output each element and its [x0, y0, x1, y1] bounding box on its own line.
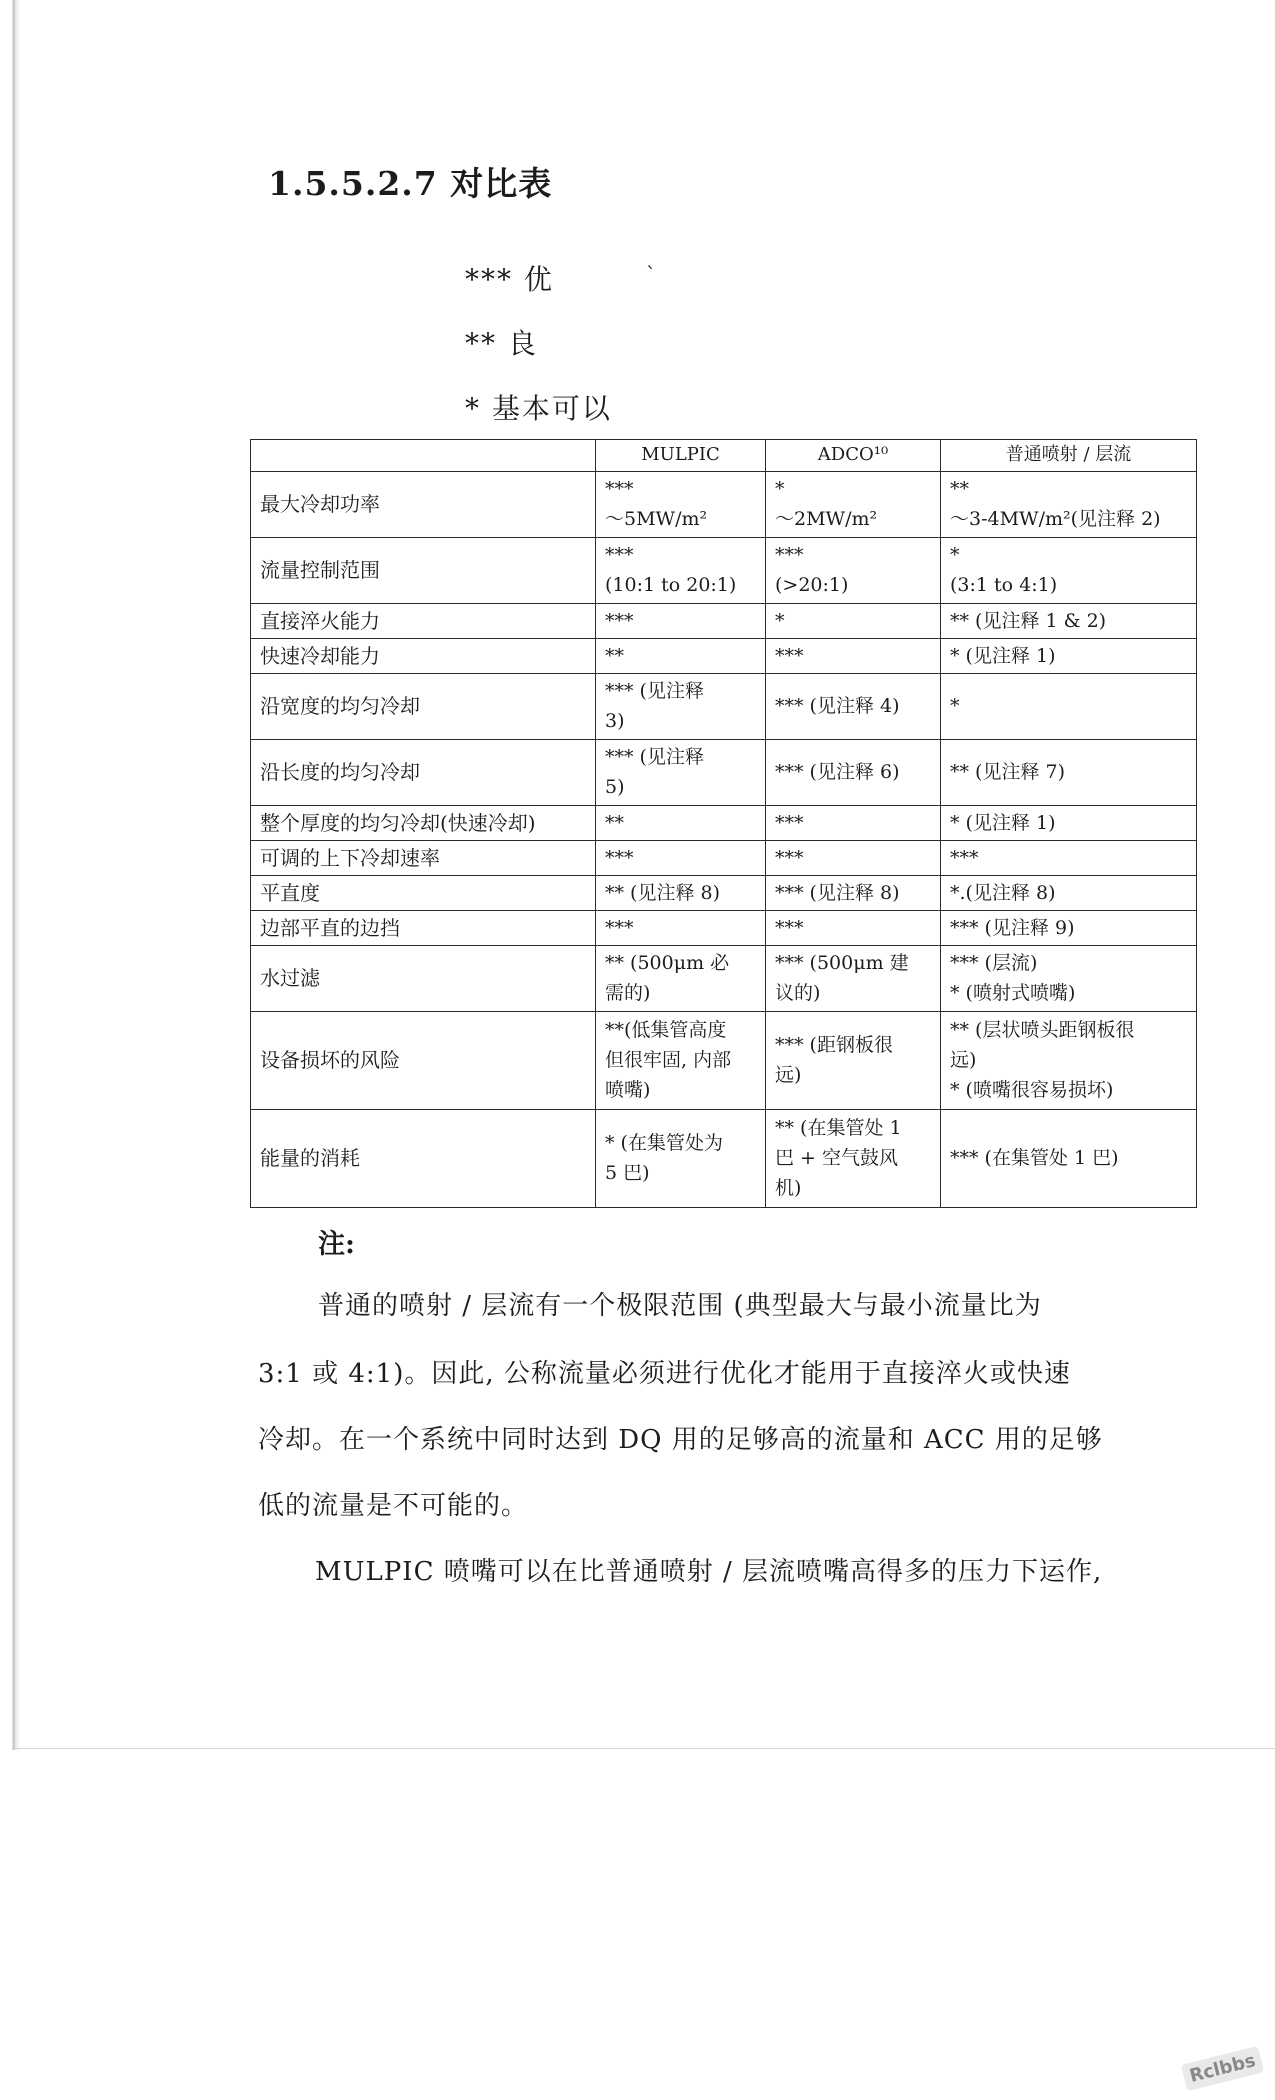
table-cell	[766, 1011, 941, 1109]
row-label: 水过滤	[251, 945, 596, 1011]
cell-line: * (在集管处为	[605, 1131, 723, 1154]
row-label: 沿宽度的均匀冷却	[251, 673, 596, 739]
cell-line: *** (500μm 建	[775, 951, 909, 974]
table-cell	[766, 603, 941, 638]
cell-line: 5)	[605, 776, 625, 799]
table-cell	[766, 739, 941, 805]
table-row	[251, 537, 1197, 603]
table-cell	[941, 739, 1197, 805]
cell-line: ***	[775, 644, 804, 667]
cell-line: *** (距钢板很	[775, 1033, 893, 1056]
table-row	[251, 840, 1197, 875]
table-row	[251, 673, 1197, 739]
table-cell	[766, 805, 941, 840]
cell-line: 喷嘴)	[605, 1079, 651, 1102]
table-cell	[941, 471, 1197, 537]
cell-line: ** (层状喷头距钢板很	[950, 1018, 1135, 1041]
cell-line: ** (在集管处 1	[775, 1116, 902, 1139]
row-label: 可调的上下冷却速率	[251, 840, 596, 875]
row-label: 平直度	[251, 875, 596, 910]
table-cell	[766, 910, 941, 945]
table-row	[251, 638, 1197, 673]
table-cell	[766, 471, 941, 537]
header-adco: ADCO¹⁰	[766, 440, 941, 472]
cell-line: (>20:1)	[775, 574, 849, 597]
table-row	[251, 875, 1197, 910]
table-cell	[596, 805, 766, 840]
cell-line: ～5MW/m²	[605, 508, 708, 531]
cell-line: ～3-4MW/m²(见注释 2)	[950, 508, 1161, 531]
cell-line: *** (见注释 9)	[950, 916, 1075, 939]
cell-line: *** (见注释 6)	[775, 761, 900, 784]
row-label: 设备损坏的风险	[251, 1011, 596, 1109]
table-row	[251, 945, 1197, 1011]
section-title: 1.5.5.2.7 对比表	[268, 164, 553, 203]
cell-line: ** (见注释 7)	[950, 761, 1065, 784]
table-cell	[766, 945, 941, 1011]
table-cell	[596, 603, 766, 638]
cell-line: *	[950, 543, 960, 566]
cell-line: ***	[605, 916, 634, 939]
table-cell	[941, 945, 1197, 1011]
cell-line: 巴 + 空气鼓风	[775, 1147, 898, 1170]
table-cell	[941, 603, 1197, 638]
cell-line: *	[775, 609, 785, 632]
cell-line: ***	[775, 846, 804, 869]
cell-line: **	[605, 644, 624, 667]
table-cell	[596, 673, 766, 739]
scan-page-edge	[14, 1748, 1275, 1749]
row-label: 流量控制范围	[251, 537, 596, 603]
cell-line: ***	[605, 543, 634, 566]
cell-line: *	[950, 695, 960, 718]
cell-line: 但很牢固, 内部	[605, 1049, 732, 1072]
row-label: 沿长度的均匀冷却	[251, 739, 596, 805]
cell-line: ***	[775, 543, 804, 566]
table-cell	[941, 638, 1197, 673]
table-cell	[766, 638, 941, 673]
table-cell	[596, 945, 766, 1011]
cell-line: ***	[605, 846, 634, 869]
header-conventional: 普通喷射 / 层流	[941, 440, 1197, 472]
row-label: 整个厚度的均匀冷却(快速冷却)	[251, 805, 596, 840]
cell-line: *** (见注释 8)	[775, 881, 900, 904]
row-label: 直接淬火能力	[251, 603, 596, 638]
table-cell	[596, 875, 766, 910]
note-heading: 注:	[318, 1229, 355, 1260]
table-row	[251, 471, 1197, 537]
cell-line: (3:1 to 4:1)	[950, 574, 1058, 597]
table-cell	[766, 673, 941, 739]
cell-line: * (喷射式喷嘴)	[950, 982, 1076, 1005]
header-mulpic: MULPIC	[596, 440, 766, 472]
table-cell	[941, 1011, 1197, 1109]
stray-mark: `	[646, 262, 656, 286]
paragraph-line: 普通的喷射 / 层流有一个极限范围 (典型最大与最小流量比为	[318, 1291, 1042, 1321]
table-cell	[766, 875, 941, 910]
table-cell	[941, 840, 1197, 875]
cell-line: ** (见注释 8)	[605, 881, 720, 904]
cell-line: 议的)	[775, 982, 821, 1005]
paragraph-line: MULPIC 喷嘴可以在比普通喷射 / 层流喷嘴高得多的压力下运作,	[315, 1557, 1103, 1587]
table-row	[251, 603, 1197, 638]
cell-line: ***	[775, 811, 804, 834]
table-cell	[596, 910, 766, 945]
cell-line: 机)	[775, 1177, 802, 1200]
table-row	[251, 1109, 1197, 1207]
cell-line: 3)	[605, 710, 625, 733]
legend-excellent: *** 优	[465, 263, 554, 296]
paragraph-line: 冷却。在一个系统中同时达到 DQ 用的足够高的流量和 ACC 用的足够	[258, 1425, 1103, 1455]
cell-line: 5 巴)	[605, 1162, 650, 1185]
scan-edge	[0, 0, 20, 1750]
cell-line: *** (见注释	[605, 679, 704, 702]
cell-line: *	[775, 477, 785, 500]
table-cell	[596, 739, 766, 805]
table-cell	[941, 910, 1197, 945]
paragraph-line: 低的流量是不可能的。	[258, 1491, 529, 1521]
table-cell	[596, 1011, 766, 1109]
cell-line: 远)	[950, 1049, 977, 1072]
table-cell	[941, 1109, 1197, 1207]
cell-line: ***	[950, 846, 979, 869]
cell-line: ***	[605, 477, 634, 500]
cell-line: ** (见注释 1 & 2)	[950, 609, 1107, 632]
cell-line: **(低集管高度	[605, 1018, 727, 1041]
cell-line: *** (在集管处 1 巴)	[950, 1147, 1119, 1170]
table-cell	[596, 638, 766, 673]
table-cell	[941, 673, 1197, 739]
row-label: 能量的消耗	[251, 1109, 596, 1207]
table-row	[251, 1011, 1197, 1109]
table-cell	[941, 805, 1197, 840]
cell-line: ～2MW/m²	[775, 508, 878, 531]
cell-line: * (喷嘴很容易损坏)	[950, 1079, 1114, 1102]
table-cell	[596, 840, 766, 875]
table-cell	[766, 840, 941, 875]
cell-line: * (见注释 1)	[950, 644, 1056, 667]
table-row	[251, 739, 1197, 805]
cell-line: **	[950, 477, 969, 500]
row-label: 最大冷却功率	[251, 471, 596, 537]
table-cell	[596, 471, 766, 537]
table-cell	[941, 537, 1197, 603]
comparison-table	[250, 439, 1197, 1208]
table-header-row	[251, 440, 1197, 472]
table-cell	[766, 537, 941, 603]
table-cell	[766, 1109, 941, 1207]
legend-acceptable: * 基本可以	[465, 392, 612, 425]
cell-line: ***	[775, 916, 804, 939]
cell-line: *** (见注释	[605, 745, 704, 768]
cell-line: ***	[605, 609, 634, 632]
cell-line: 需的)	[605, 982, 651, 1005]
table-cell	[596, 1109, 766, 1207]
table-cell	[941, 875, 1197, 910]
paragraph-line: 3:1 或 4:1)。因此, 公称流量必须进行优化才能用于直接淬火或快速	[258, 1359, 1071, 1389]
cell-line: **	[605, 811, 624, 834]
watermark-logo: Rclbbs	[1181, 2046, 1264, 2091]
cell-line: *.(见注释 8)	[950, 881, 1056, 904]
table-cell	[596, 537, 766, 603]
cell-line: ** (500μm 必	[605, 951, 730, 974]
header-cell	[251, 440, 596, 472]
cell-line: *** (层流)	[950, 951, 1038, 974]
row-label: 边部平直的边挡	[251, 910, 596, 945]
cell-line: 远)	[775, 1064, 802, 1087]
cell-line: * (见注释 1)	[950, 811, 1056, 834]
table-body	[251, 471, 1197, 1207]
cell-line: *** (见注释 4)	[775, 695, 900, 718]
cell-line: (10:1 to 20:1)	[605, 574, 737, 597]
table-row	[251, 805, 1197, 840]
legend-good: ** 良	[465, 327, 538, 360]
row-label: 快速冷却能力	[251, 638, 596, 673]
table-row	[251, 910, 1197, 945]
